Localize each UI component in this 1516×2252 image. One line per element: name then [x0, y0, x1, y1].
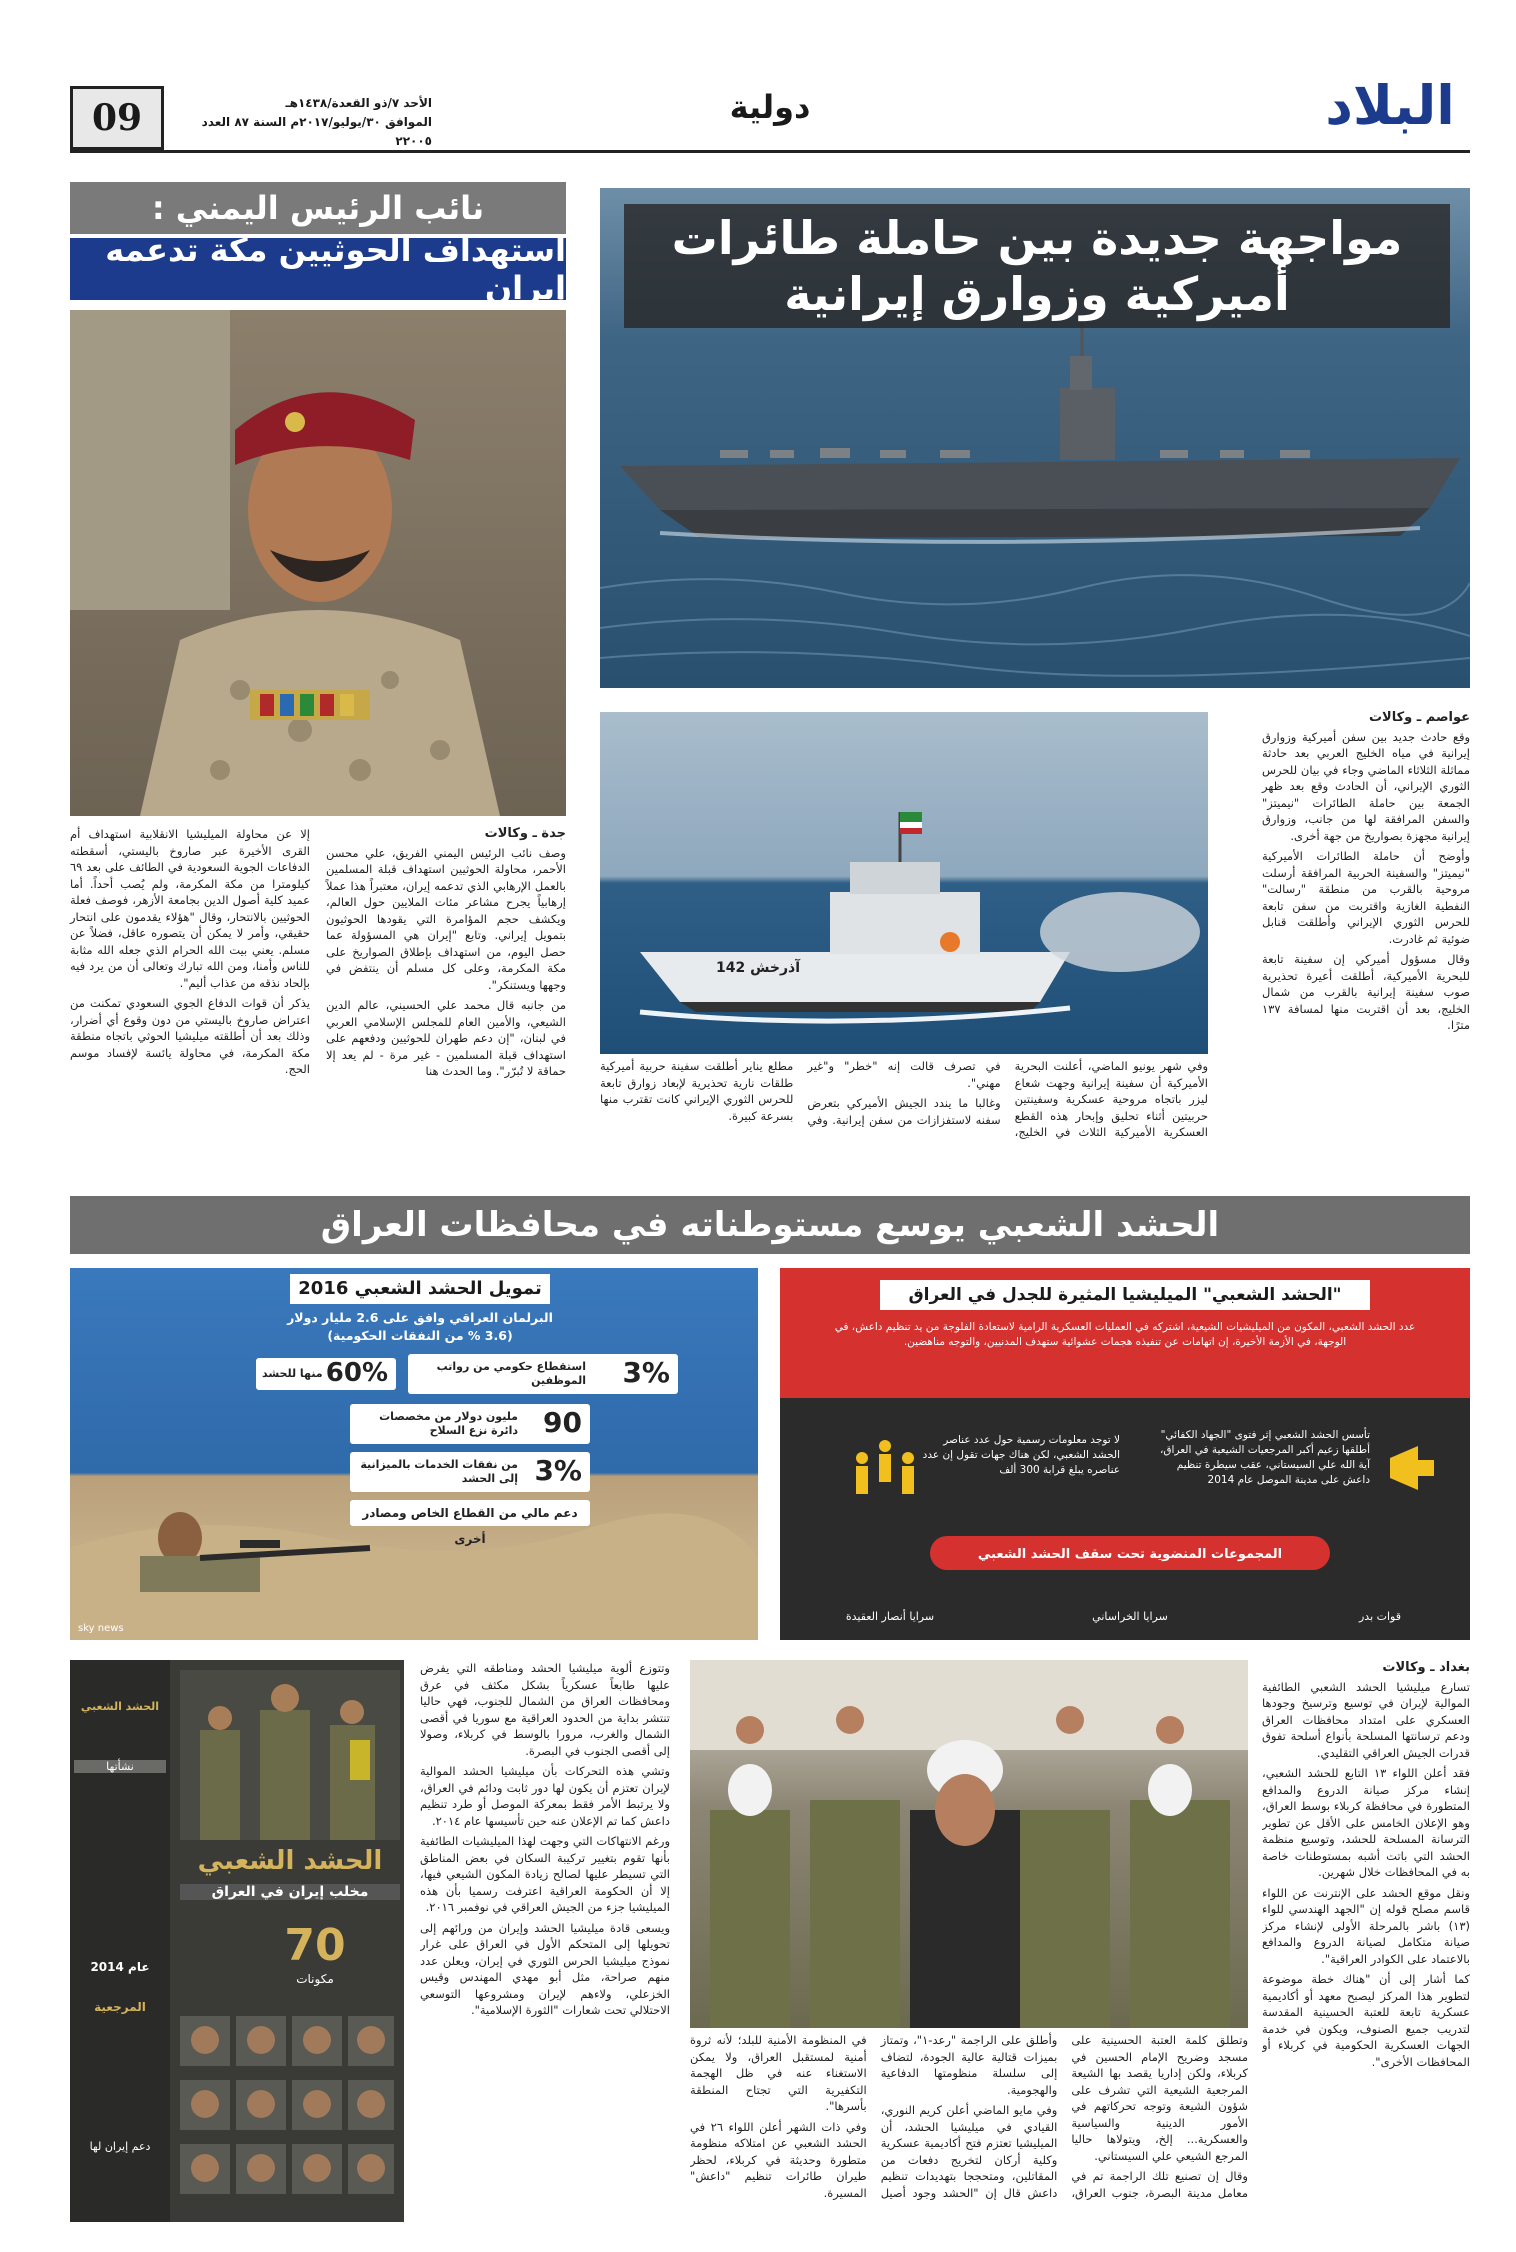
- section-title: دولية: [729, 88, 811, 126]
- general-portrait-illustration: [70, 310, 566, 816]
- boat-hull-text: آذرخش 142: [716, 960, 801, 976]
- groups-band: [930, 1536, 1330, 1570]
- pmf-poster: [70, 1660, 404, 2222]
- story3-paragraph: وقال إن تصنيع تلك الراجمة تم في معامل مدينة البصرة، جنوب العراق، وأطلق على الراجمة "رعد-١"، وتمتاز بميزات قتالية عالية الجودة، لتضاف إلى سلسلة منظومتها الدفاعية والهجومية.: [880, 2033, 1248, 2200]
- funding-stat-1: [408, 1354, 678, 1394]
- story1-paragraph: وأوضح أن حاملة الطائرات الأميركية "نيميتز" والسفينة الحربية المرافقة أرسلت مروحية بالقرب من منطقة "رسالت" النفطية الغازية واقتربت من سفن تابعة للحرس الثوري الإيراني وأطلقت قنابل ضوئية ثم غادرت.: [1262, 849, 1470, 946]
- boat-illustration: [600, 712, 1208, 1054]
- masthead-rule: [70, 150, 1470, 153]
- funding-intro-1: البرلمان العراقي وافق على 2.6 مليار دولار: [287, 1310, 553, 1325]
- poster-sidebar: [70, 1660, 170, 2222]
- pmf-parade-photo: [690, 1660, 1248, 2028]
- newspaper-logo: البلاد: [1325, 74, 1455, 137]
- sniper-illustration: [70, 1468, 758, 1640]
- controversy-infographic: [780, 1268, 1470, 1640]
- poster-count-label: مكونات: [296, 1972, 334, 1986]
- controversy-numbers: لا توجد معلومات رسمية حول عدد عناصر الحشد الشعبي، لكن هناك جهات تقول إن عدد عناصره يبلغ قرابة 300 ألف: [922, 1434, 1120, 1476]
- story3-paragraph: وتشي هذه التحركات بأن ميليشيا الحشد الموالية لإيران تعتزم أن يكون لها دور ثابت ودائم في العراق، ولا يرتبط الأمر فقط بمعركة الموصل أو طرد تنظيم داعش كما تم الإعلان عنه حين تأسيسها عام ٢٠١٤.: [420, 1764, 670, 1828]
- story3-paragraph: ونقل موقع الحشد على الإنترنت عن اللواء قاسم مصلح قوله إن "الجهد الهندسي للواء (١٣) باشر بالمرحلة الأولى لإنشاء مركز صيانة متكامل لصيانة الدروع والمدافع بالاعتماد على الكوادر العراقية".: [1262, 1885, 1470, 1966]
- funding-title: تمويل الحشد الشعبي 2016: [290, 1274, 550, 1304]
- story3-headline-bar: [70, 1196, 1470, 1254]
- parade-illustration: [690, 1660, 1248, 2028]
- fighters-group-illustration: [180, 1670, 400, 1840]
- funding-footer: دعم مالي من القطاع الخاص ومصادر أخرى: [350, 1500, 590, 1526]
- groups-title: المجموعات المنضوية تحت سقف الحشد الشعبي: [977, 1547, 1283, 1562]
- story1-paragraph: وغالبا ما يندد الجيش الأميركي بتعرض سفنه لاستفزازات من سفن إيرانية. وفي مطلع يناير أطلقت سفينة حربية أميركية طلقات نارية تحذيرية لإبعاد زوارق تابعة للحرس الثوري الإيراني كانت تقترب منها بسرعة كبيرة.: [600, 1059, 1001, 1127]
- poster-founded: عام 2014: [90, 1960, 150, 1974]
- group-item: سرايا أنصار العقيدة: [845, 1610, 935, 1623]
- story3-paragraph: وتتوزع ألوية ميليشيا الحشد ومناطقه التي يفرض عليها طابعاً عسكرياً بشكل مكثف في عرق ومحافظات العراق من الشمال للجنوب، فهي حاليا تنتشر بداية من الحدود العراقية مع سوريا في أقصى الشمال والغرب، مرورا بالوسط في كربلاء، وصولا إلى أقصى الجنوب في البصرة.: [420, 1661, 670, 1758]
- story2-headline-box: [70, 231, 566, 307]
- poster-title: الحشد الشعبي: [197, 1846, 383, 1876]
- story2-paragraph: إلا عن محاولة الميليشيا الانقلابية استهداف أم القرى الأخيرة عبر صاروخ باليستي، أسقطته الدفاعات الجوية السعودية في الطائف على بعد ٦٩ كيلومترا من مكة المكرمة، ولم يُصب أحداً. أما عميد كلية أصول الدين بجامعة الأزهر، فوصف فعلة الحوثيين بالانتحار، وقال "هؤلاء يقدمون على انتحار حقيقي، وأمر لا يمكن أن يتصوره عاقل، فضلاً عن مسلم. يعني بيت الله الحرام الذي جعله الله مثابة للناس وأمنا، ومن الله تبارك وتعالى أن من يرد فيه بإلحاد نذقه من عذاب أليم".: [70, 827, 310, 990]
- yemen-vp-photo: [70, 310, 566, 816]
- funding-stat-2: [256, 1358, 396, 1390]
- controversy-intro: عدد الحشد الشعبي، المكون من الميليشيات الشيعية، اشتركه في العمليات العسكرية الرامية لاستعادة الفلوجة من يد تنظيم داعش، في الوجهة، في الأزمة الأخيرة، إن اتهامات عن تنفيذه هجمات عشوائية ستهدف المدنيين، والتوجه مناهضين.: [834, 1321, 1416, 1348]
- page-number: 09: [91, 97, 143, 139]
- date-block: [172, 94, 432, 151]
- date-gregorian: الموافق ٣٠/يوليو/٢٠١٧م السنة ٨٧ العدد ٢٢٠٠٥: [201, 115, 432, 148]
- story1-paragraph: وقال مسؤول أميركي إن سفينة تابعة للبحرية الأميركية، أطلقت أعيرة تحذيرية صوب سفينة إيرانية بالقرب من شمال الخليج، بعد أن اقتربت منها لمسافة ١٣٧ مترًا.: [1262, 952, 1470, 1032]
- story2-paragraph: وصف نائب الرئيس اليمني الفريق، علي محسن الأحمر، محاولة الحوثيين استهداف قبلة المسلمين بالعمل الإرهابي الذي تدعمه إيران، معتبراً هذا عملاً إرهابياً يجرح مشاعر مئات الملايين حول العالم، ويكشف حجم المؤامرة التي يقودها الحوثيون بتمويل إيراني. وتابع "إيران هي المسؤولة عما حصل اليوم، من استهداف بإطلاق الصواريخ على مكة المكرمة، وعلى كل مسلم أن ينتفض في وجهها ويستنكر".: [326, 845, 566, 992]
- fighters-icon: [850, 1428, 920, 1518]
- funding-stat-3: [350, 1404, 590, 1444]
- story3-body-mid: [690, 2032, 1248, 2222]
- funding-stat-label: مليون دولار من مخصصات دائرة نزع السلاح: [379, 1410, 518, 1437]
- story3-byline: بغداد ـ وكالات: [1382, 1660, 1470, 1675]
- poster-footer-label: دعم إيران لها: [89, 2140, 151, 2153]
- funding-stat-label: استقطاع حكومي من رواتب الموظفين: [436, 1360, 586, 1387]
- funding-stat-label: منها للحشد: [262, 1367, 323, 1380]
- leaders-grid-illustration: [174, 2010, 400, 2210]
- story3-paragraph: وفي ذات الشهر أعلن اللواء ٢٦ في الحشد الشعبي عن امتلاكه منظومة متطورة وحديثة في كربلاء، لحظر طيران طائرات تنظيم "داعش" المسيرة.: [690, 2119, 867, 2200]
- funding-stat-value: 90: [543, 1406, 582, 1439]
- story2-headline: استهداف الحوثيين مكة تدعمه إيران: [105, 231, 566, 307]
- story3-paragraph: وفي مايو الماضي أعلن كريم النوري، القيادي في ميليشيا الحشد، أن الميليشيا تعتزم فتح أكاديمية عسكرية وكلية أركان لتخريج دفعات من المقاتلين، ومتحججا بتهديدات تنظيم داعش قال إن "الحشد وجود أصيل في المنظومة الأمنية للبلد؛ لأنه ثروة أمنية لمستقبل العراق، ولا يمكن الاستغناء عنه في ظل الهجمة التكفيرية التي تجتاح المنطقة بأسرها".: [690, 2033, 1058, 2200]
- poster-sidebar-label: نشأتها: [74, 1760, 166, 1773]
- funding-infographic: [70, 1268, 758, 1640]
- story1-body-bottom: [600, 1058, 1208, 1141]
- controversy-founded: تأسس الحشد الشعبي إثر فتوى "الجهاد الكفائي" أطلقها زعيم أكبر المرجعيات الشيعية في العراق، آية الله علي السيستاني، عقب سيطرة تنظيم داعش على مدينة الموصل عام 2014: [1160, 1429, 1370, 1486]
- story3-paragraph: فقد أعلن اللواء ١٣ التابع للحشد الشعبي، إنشاء مركز صيانة الدروع والمدافع المتطورة في محافظة كربلاء بوسط العراق، وهو الإعلان الخامس على الأقل عن تطوير الترسانة المسلحة للحشد، وتوسيع منظمة الحشد التي باتت أشبه بمستوطنات خاصة به في المحافظات خلال شهرين.: [1262, 1766, 1470, 1879]
- story1-body-col1: [1262, 710, 1470, 1038]
- story3-paragraph: تسارع ميليشيا الحشد الشعبي الطائفية الموالية لإيران في توسيع وترسيخ وجودها العسكري على امتداد محافظات العراق ودعم ترسانتها المسلحة بأنواع أسلحة تفوق قدرات الجيش العراقي التقليدي.: [1262, 1679, 1470, 1760]
- story1-byline: عواصم ـ وكالات: [1368, 710, 1470, 725]
- story2-paragraph: يذكر أن قوات الدفاع الجوي السعودي تمكنت من اعتراض صاروخ باليستي من دون وقوع أي أضرار، وذلك بعد أن أطلقته ميليشيا الحوثي باتجاه منطقة مكة المكرمة، في محاولة يائسة لإفساد موسم الحج.: [70, 996, 310, 1076]
- story3-paragraph: ورغم الانتهاكات التي وجهت لهذا الميليشيات الطائفية بأنها تقوم بتغيير تركيبة السكان في بعض المناطق التي تسيطر عليها لصالح زيادة المكون الشيعي فيها، إلا أن الحكومة العراقية اعترفت رسميا بأن هذه الميليشيا جزء من الجيش العراقي في نوفمبر ٢٠١٦.: [420, 1834, 670, 1914]
- poster-subtitle: مخلب إيران في العراق: [180, 1884, 400, 1900]
- story3-body-col1: [1262, 1660, 1470, 2210]
- page-number-box: [70, 86, 164, 150]
- story3-paragraph: وتطلق كلمة العتبة الحسينية على مسجد وضريح الإمام الحسين في كربلاء، ولكن إداريا يقصد بها الشيعة المرجعية الشيعية التي تشرف على شؤون الشيعة وتوجه تحركاتهم في الأمور الدينية والسياسية والعسكرية... إلخ، ويتولاها حاليا المرجع الشيعي علي السيستاني.: [1071, 2033, 1248, 2163]
- funding-stat-label: من نفقات الخدمات بالميزانية إلى الحشد: [360, 1458, 518, 1485]
- story3-paragraph: كما أشار إلى أن "هناك خطة موضوعة لتطوير هذا المركز ليصبح معهد أو أكاديمية عسكرية تابعة للعتبة الحسينية المقدسة لتدريب جميع الصنوف، ويكون في خدمة الجهات العسكرية الحكومية في كربلاء أو المحافظات الأخرى".: [1262, 1972, 1470, 2069]
- story1-paragraph: وقع حادث جديد بين سفن أميركية وزوارق إيرانية في مياه الخليج العربي بعد حادثة مماثلة الثلاثاء الماضي وجاء في بيان للحرس الثوري الإيراني، أن الحادث وقع بعد ظهر الجمعة بين حاملة الطائرات "نيميتز" والسفن المرافقة لها من جانب، وزوارق إيرانية مجهزة بصواريخ من جهة أخرى.: [1262, 729, 1470, 843]
- story1-headline: مواجهة جديدة بين حاملة طائرات أميركية وزوارق إيرانية: [671, 211, 1403, 321]
- funding-intro-2: (3.6 % من النفقات الحكومية): [327, 1328, 513, 1343]
- story2-body: [70, 826, 566, 1083]
- iranian-boat-photo: [600, 712, 1208, 1054]
- group-item: سرايا الخراساني: [1092, 1610, 1168, 1623]
- poster-count: 70: [284, 1920, 346, 1971]
- story3-body-col3: [420, 1660, 670, 2220]
- story1-headline-box: [624, 204, 1450, 328]
- funding-stat-value: 3%: [622, 1356, 670, 1389]
- date-hijri: الأحد ٧/ذو القعدة/١٤٣٨هـ: [285, 96, 432, 110]
- controversy-title: "الحشد الشعبي" الميليشيا المثيرة للجدل في العراق: [880, 1280, 1370, 1310]
- funding-watermark: sky news: [78, 1623, 124, 1634]
- story2-paragraph: من جانبه قال محمد علي الحسيني، عالم الدين الشيعي، والأمين العام للمجلس الإسلامي العربي في لبنان، "إن دعم طهران للحوثيين ودفعهم على استهداف قبلة المسلمين - غير مرة - لم يعد إلا حماقة لا تُبرّر". وما الحدث هنا: [326, 998, 566, 1078]
- story1-paragraph: وفي شهر يونيو الماضي، أعلنت البحرية الأميركية أن سفينة إيرانية وجهت شعاع ليزر باتجاه مروحية عسكرية وسفينتين حربيتين أثناء تحليق وإبحار هذه القطع العسكرية الأميركية الثلاث في الخليج، في تصرف قالت إنه "خطر" و"غير مهني".: [807, 1059, 1208, 1139]
- group-item: قوات بدر: [1359, 1610, 1401, 1623]
- story3-headline: الحشد الشعبي يوسع مستوطناته في محافظات العراق: [320, 1205, 1220, 1245]
- story3-paragraph: ويسعى قادة ميليشيا الحشد وإيران من ورائهم إلى تحويلها إلى المتحكم الأول في العراق على غرار نموذج ميليشيا الحرس الثوري في إيران، ويعلن عدد منهم صراحة، مثل أبو مهدي المهندس وقيس الخزعلي، ولاءهم لإيران ومشروعها التوسعي الاحتلالي تحت شعارات "الثورة الإسلامية".: [420, 1920, 670, 2017]
- poster-sidebar-label: الحشد الشعبي: [80, 1700, 160, 1713]
- story2-kicker: نائب الرئيس اليمني :: [151, 189, 485, 227]
- megaphone-icon: [1384, 1438, 1444, 1498]
- poster-sidebar-label: المرجعية: [94, 2000, 146, 2014]
- funding-stat-value: 60%: [325, 1358, 388, 1388]
- story2-kicker-box: [70, 182, 566, 234]
- story2-byline: جدة ـ وكالات: [484, 826, 566, 841]
- funding-stat-value: 3%: [534, 1454, 582, 1487]
- masthead: [0, 0, 1516, 150]
